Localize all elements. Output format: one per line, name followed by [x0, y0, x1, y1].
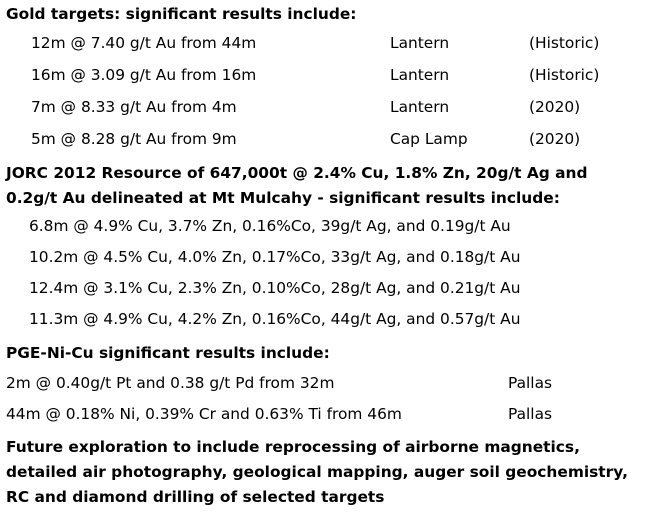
pge-result: 44m @ 0.18% Ni, 0.39% Cr and 0.63% Ti from 46m: [6, 405, 402, 423]
gold-note: (2020): [529, 98, 581, 116]
gold-result: 12m @ 7.40 g/t Au from 44m: [31, 34, 257, 52]
jorc-result-row: 6.8m @ 4.9% Cu, 3.7% Zn, 0.16%Co, 39g/t Ag, and 0.19g/t Au: [29, 217, 511, 235]
gold-result: 7m @ 8.33 g/t Au from 4m: [31, 98, 237, 116]
jorc-result-row: 10.2m @ 4.5% Cu, 4.0% Zn, 0.17%Co, 33g/t Ag, and 0.18g/t Au: [29, 248, 521, 266]
gold-heading: Gold targets: significant results include:: [6, 5, 357, 23]
gold-location: Lantern: [390, 66, 450, 84]
gold-location: Lantern: [390, 34, 450, 52]
pge-location: Pallas: [508, 374, 553, 392]
jorc-result-row: 11.3m @ 4.9% Cu, 4.2% Zn, 0.16%Co, 44g/t Ag, and 0.57g/t Au: [29, 310, 521, 328]
future-exploration-line2: detailed air photography, geological mapping, auger soil geochemistry,: [6, 463, 628, 481]
pge-result: 2m @ 0.40g/t Pt and 0.38 g/t Pd from 32m: [6, 374, 335, 392]
gold-note: (2020): [529, 130, 581, 148]
jorc-result-row: 12.4m @ 3.1% Cu, 2.3% Zn, 0.10%Co, 28g/t Ag, and 0.21g/t Au: [29, 279, 521, 297]
gold-note: (Historic): [529, 34, 600, 52]
future-exploration-line1: Future exploration to include reprocessing of airborne magnetics,: [6, 438, 580, 456]
gold-result: 5m @ 8.28 g/t Au from 9m: [31, 130, 237, 148]
pge-heading: PGE-Ni-Cu significant results include:: [6, 344, 330, 362]
gold-location: Lantern: [390, 98, 450, 116]
pge-location: Pallas: [508, 405, 553, 423]
gold-note: (Historic): [529, 66, 600, 84]
gold-result: 16m @ 3.09 g/t Au from 16m: [31, 66, 257, 84]
jorc-heading-line2: 0.2g/t Au delineated at Mt Mulcahy - significant results include:: [6, 189, 560, 207]
future-exploration-line3: RC and diamond drilling of selected targets: [6, 488, 385, 506]
jorc-heading-line1: JORC 2012 Resource of 647,000t @ 2.4% Cu, 1.8% Zn, 20g/t Ag and: [6, 164, 588, 182]
gold-location: Cap Lamp: [390, 130, 468, 148]
